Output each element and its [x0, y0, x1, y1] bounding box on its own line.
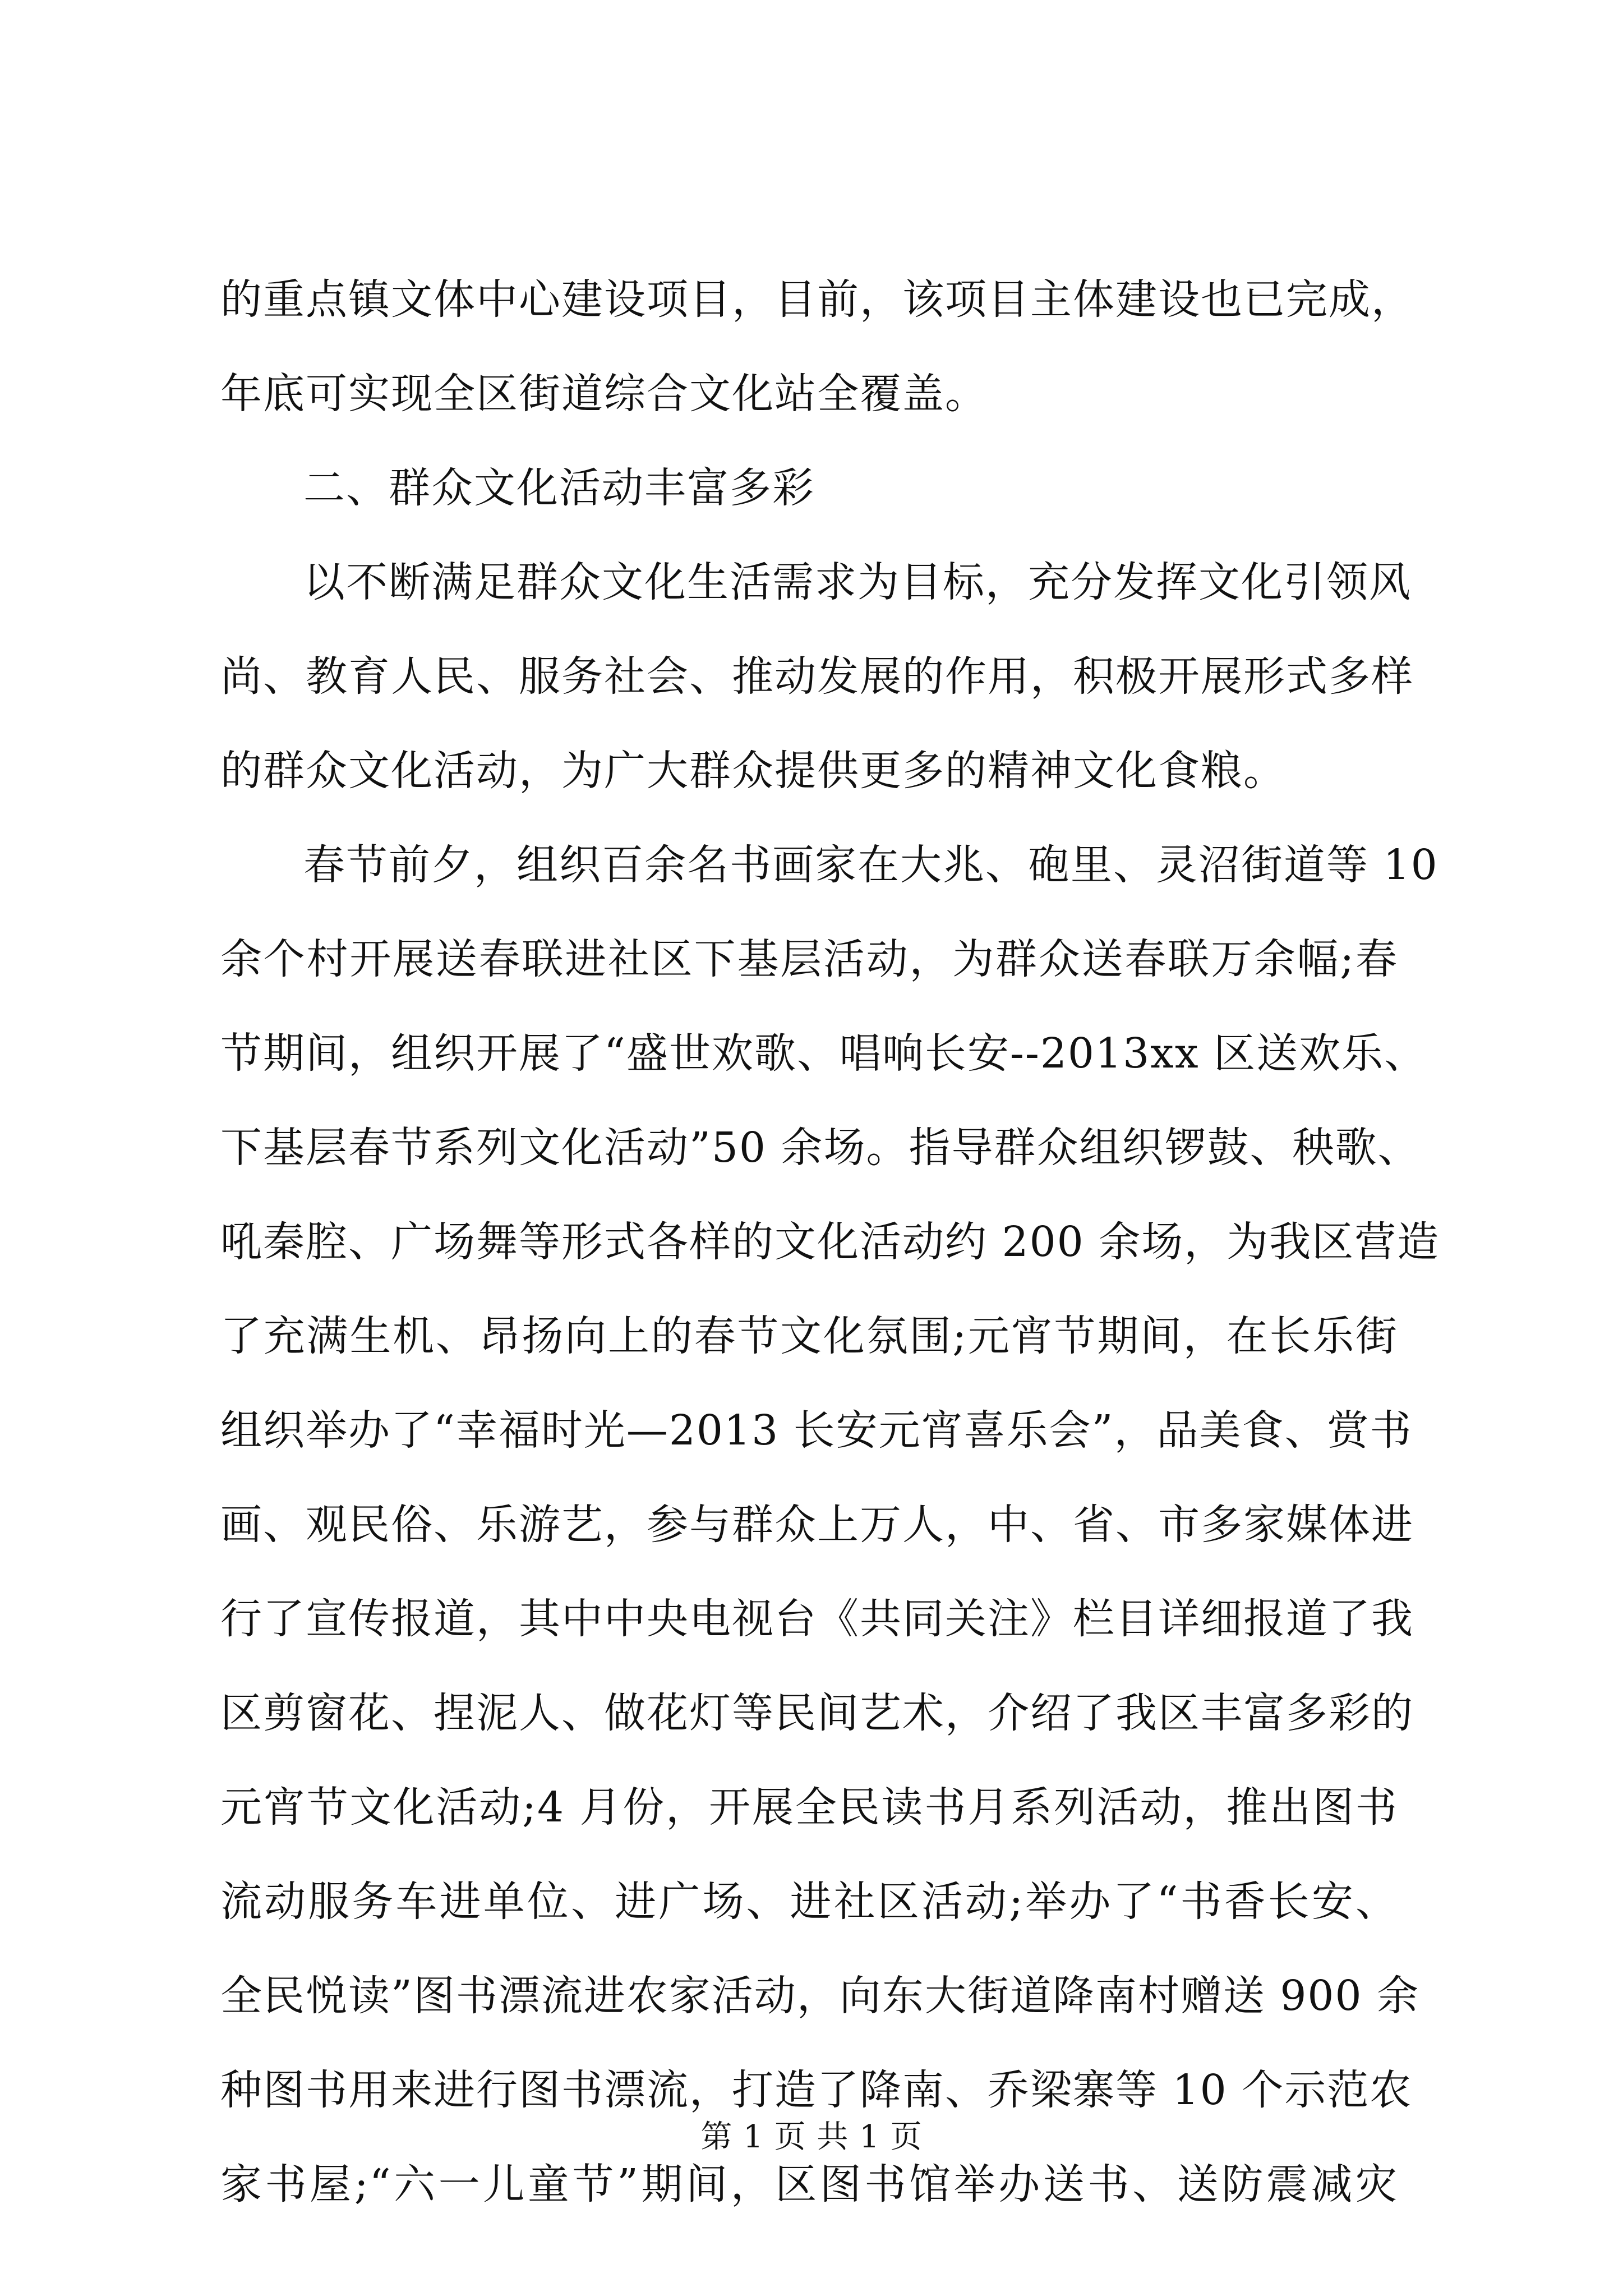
text-line: 家书屋;“六一儿童节”期间，区图书馆举办送书、送防震减灾 [220, 2160, 1398, 2208]
text-line: 余个村开展送春联进社区下基层活动，为群众送春联万余幅;春 [220, 935, 1398, 983]
page-number-footer: 第 1 页 共 1 页 [700, 2119, 923, 2155]
text-line: 节期间，组织开展了“盛世欢歌、唱响长安--2013xx 区送欢乐、 [220, 1029, 1427, 1078]
text-line: 组织举办了“幸福时光—2013 长安元宵喜乐会”，品美食、赏书 [220, 1406, 1413, 1455]
text-line: 行了宣传报道，其中中央电视台《共同关注》栏目详细报道了我 [220, 1595, 1414, 1643]
text-line: 区剪窗花、捏泥人、做花灯等民间艺术，介绍了我区丰富多彩的 [220, 1689, 1414, 1737]
text-line: 流动服务车进单位、进广场、进社区活动;举办了“书香长安、 [220, 1878, 1398, 1926]
text-line: 种图书用来进行图书漂流，打造了降南、乔梁寨等 10 个示范农 [220, 2066, 1413, 2114]
paragraph-first-line: 以不断满足群众文化生活需求为目标，充分发挥文化引领风 [303, 558, 1412, 606]
text-line: 元宵节文化活动;4 月份，开展全民读书月系列活动，推出图书 [220, 1783, 1398, 1832]
paragraph-first-line: 春节前夕，组织百余名书画家在大兆、砲里、灵沼街道等 10 [303, 841, 1438, 889]
text-line: 的重点镇文体中心建设项目，目前，该项目主体建设也已完成， [220, 275, 1414, 324]
text-line: 画、观民俗、乐游艺，参与群众上万人，中、省、市多家媒体进 [220, 1501, 1414, 1549]
text-line: 尚、教育人民、服务社会、推动发展的作用，积极开展形式多样 [220, 652, 1414, 701]
text-line: 了充满生机、昂扬向上的春节文化氛围;元宵节期间，在长乐街 [220, 1312, 1398, 1360]
document-body [220, 252, 1440, 2231]
section-heading: 二、群众文化活动丰富多彩 [303, 464, 815, 512]
text-line: 年底可实现全区街道综合文化站全覆盖。 [220, 370, 988, 418]
text-line: 全民悦读”图书漂流进农家活动，向东大街道降南村赠送 900 余 [220, 1972, 1420, 2020]
text-line: 的群众文化活动，为广大群众提供更多的精神文化食粮。 [220, 747, 1286, 795]
text-line: 吼秦腔、广场舞等形式各样的文化活动约 200 余场，为我区营造 [220, 1218, 1440, 1266]
text-line: 下基层春节系列文化活动”50 余场。指导群众组织锣鼓、秧歌、 [220, 1124, 1421, 1172]
